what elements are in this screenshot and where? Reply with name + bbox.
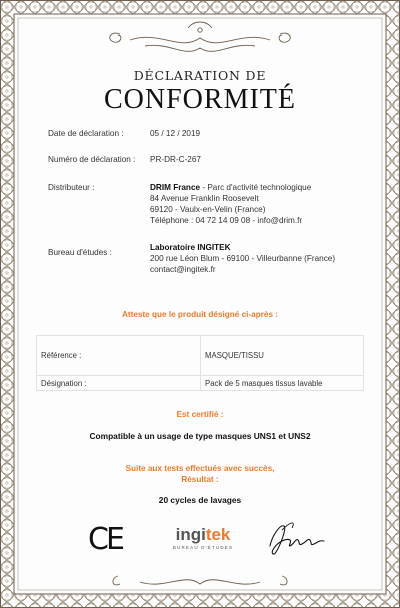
- attests-heading: Atteste que le produit désigné ci-après :: [121, 310, 279, 319]
- distributor-line-1: [150, 182, 350, 193]
- number-label: Numéro de déclaration :: [48, 155, 136, 164]
- bureau-address: 200 rue Léon Blum - 69100 - Villeurbanne (France): [150, 254, 336, 263]
- ce-mark-icon: CE: [88, 522, 122, 557]
- distributor-label: Distributeur :: [48, 183, 95, 192]
- product-table: [36, 335, 364, 391]
- ingitek-logo: [168, 526, 238, 550]
- title-line-1: DÉCLARATION DE: [133, 68, 267, 83]
- reference-label: Référence :: [37, 336, 201, 376]
- signature-icon: [262, 516, 328, 558]
- distributor-contact: Téléphone : 04 72 14 09 08 - info@drim.fr: [150, 216, 303, 225]
- table-row: [37, 336, 364, 376]
- certified-text: Compatible à un usage de type masques UNS1 et UNS2: [89, 431, 311, 441]
- date-label: Date de déclaration :: [48, 129, 124, 138]
- reference-value: MASQUE/TISSU: [201, 336, 364, 376]
- ingitek-logo-part-1: ingi: [175, 525, 206, 544]
- distributor-line-1-rest: - Parc d'activité technologique: [200, 183, 312, 192]
- distributor-name: DRIM France: [150, 183, 201, 192]
- page-title: CONFORMITÉ: [103, 84, 296, 115]
- date-value: 05 / 12 / 2019: [150, 129, 201, 138]
- distributor-block: [150, 182, 350, 226]
- tests-heading-line-1: Suite aux tests effectués avec succès,: [125, 464, 275, 473]
- designation-value: Pack de 5 masques tissus lavable: [201, 376, 364, 391]
- designation-label: Désignation :: [37, 376, 201, 391]
- number-value: PR-DR-C-267: [150, 155, 201, 164]
- bureau-block: [150, 242, 360, 275]
- distributor-address: 84 Avenue Franklin Roosevelt: [150, 194, 259, 203]
- tests-heading-line-2: Résultat :: [181, 475, 219, 484]
- distributor-city: 69120 - Vaulx-en-Velin (France): [150, 205, 266, 214]
- bureau-label: Bureau d'études :: [48, 248, 112, 257]
- bureau-name: Laboratoire INGITEK: [150, 243, 231, 252]
- ingitek-tagline: BUREAU D'ÉTUDES: [172, 545, 234, 550]
- tests-result: 20 cycles de lavages: [158, 495, 242, 505]
- certified-heading: Est certifié :: [176, 410, 224, 419]
- ingitek-logo-part-2: tek: [205, 525, 231, 544]
- bureau-contact: contact@ingitek.fr: [150, 265, 216, 274]
- table-row: [37, 376, 364, 391]
